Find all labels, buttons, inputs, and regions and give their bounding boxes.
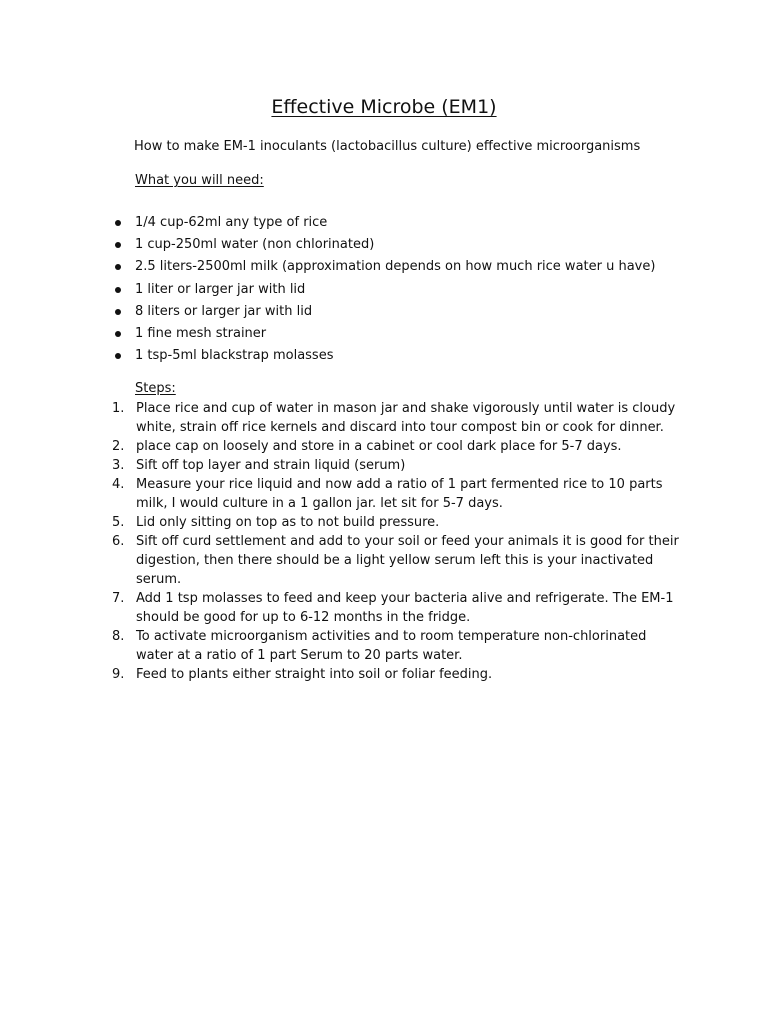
step-text: Sift off top layer and strain liquid (serum): [136, 458, 406, 473]
list-item: [112, 214, 655, 236]
step-item: [108, 399, 698, 437]
step-text: Feed to plants either straight into soil or foliar feeding.: [136, 667, 493, 682]
ingredient-text: 8 liters or larger jar with lid: [135, 303, 313, 319]
ingredient-text: 1 fine mesh strainer: [135, 325, 267, 341]
step-number: 5.: [112, 515, 125, 530]
document-subtitle: How to make EM-1 inoculants (lactobacillus culture) effective microorganisms: [134, 139, 641, 154]
list-item: [112, 347, 655, 369]
step-item: [108, 627, 698, 665]
step-text: Sift off curd settlement and add to your soil or feed your animals it is good for their digestion, then there should be a light yellow serum left this is your inactivated serum.: [136, 534, 679, 587]
step-number: 1.: [112, 401, 125, 416]
step-number: 6.: [112, 534, 125, 549]
step-item: [108, 475, 698, 513]
bullet-icon: [115, 264, 121, 270]
ingredients-list: [112, 214, 655, 369]
step-text: To activate microorganism activities and to room temperature non-chlorinated water at a ratio of 1 part Serum to 20 parts water.: [136, 629, 647, 663]
step-number: 8.: [112, 629, 125, 644]
list-item: [112, 325, 655, 347]
ingredient-text: 1/4 cup-62ml any type of rice: [135, 215, 328, 230]
step-item: [108, 513, 698, 532]
step-number: 2.: [112, 439, 125, 454]
bullet-icon: [115, 331, 121, 337]
step-item: [108, 532, 698, 589]
step-item: [108, 589, 698, 627]
ingredients-heading: What you will need:: [135, 173, 264, 188]
step-number: 3.: [112, 458, 125, 473]
ingredient-text: 1 tsp-5ml blackstrap molasses: [135, 348, 334, 364]
step-item: [108, 665, 698, 684]
step-text: Add 1 tsp molasses to feed and keep your bacteria alive and refrigerate. The EM-1 should be good for up to 6-12 months in the fridge.: [136, 591, 674, 625]
steps-heading: Steps:: [135, 381, 176, 396]
document-title: Effective Microbe (EM1): [271, 96, 497, 118]
step-number: 4.: [112, 477, 125, 492]
step-text: Lid only sitting on top as to not build pressure.: [136, 515, 440, 530]
steps-list: [108, 399, 698, 684]
ingredient-text: 1 liter or larger jar with lid: [135, 281, 306, 297]
bullet-icon: [115, 309, 121, 315]
step-text: Measure your rice liquid and now add a ratio of 1 part fermented rice to 10 parts milk, I would culture in a 1 gallon jar. let sit for 5-7 days.: [136, 477, 663, 511]
bullet-icon: [115, 220, 121, 226]
list-item: [112, 236, 655, 258]
list-item: [112, 258, 655, 280]
step-number: 9.: [112, 667, 125, 682]
step-number: 7.: [112, 591, 125, 606]
bullet-icon: [115, 353, 121, 359]
ingredient-text: 1 cup-250ml water (non chlorinated): [135, 237, 375, 253]
bullet-icon: [115, 287, 121, 293]
step-item: [108, 456, 698, 475]
step-item: [108, 437, 698, 456]
ingredient-text: 2.5 liters-2500ml milk (approximation depends on how much rice water u have): [135, 259, 656, 275]
step-text: Place rice and cup of water in mason jar and shake vigorously until water is cloudy white, strain off rice kernels and discard into tour compost bin or cook for dinner.: [136, 401, 676, 435]
step-text: place cap on loosely and store in a cabinet or cool dark place for 5-7 days.: [136, 439, 622, 454]
list-item: [112, 303, 655, 325]
bullet-icon: [115, 242, 121, 248]
list-item: [112, 281, 655, 303]
